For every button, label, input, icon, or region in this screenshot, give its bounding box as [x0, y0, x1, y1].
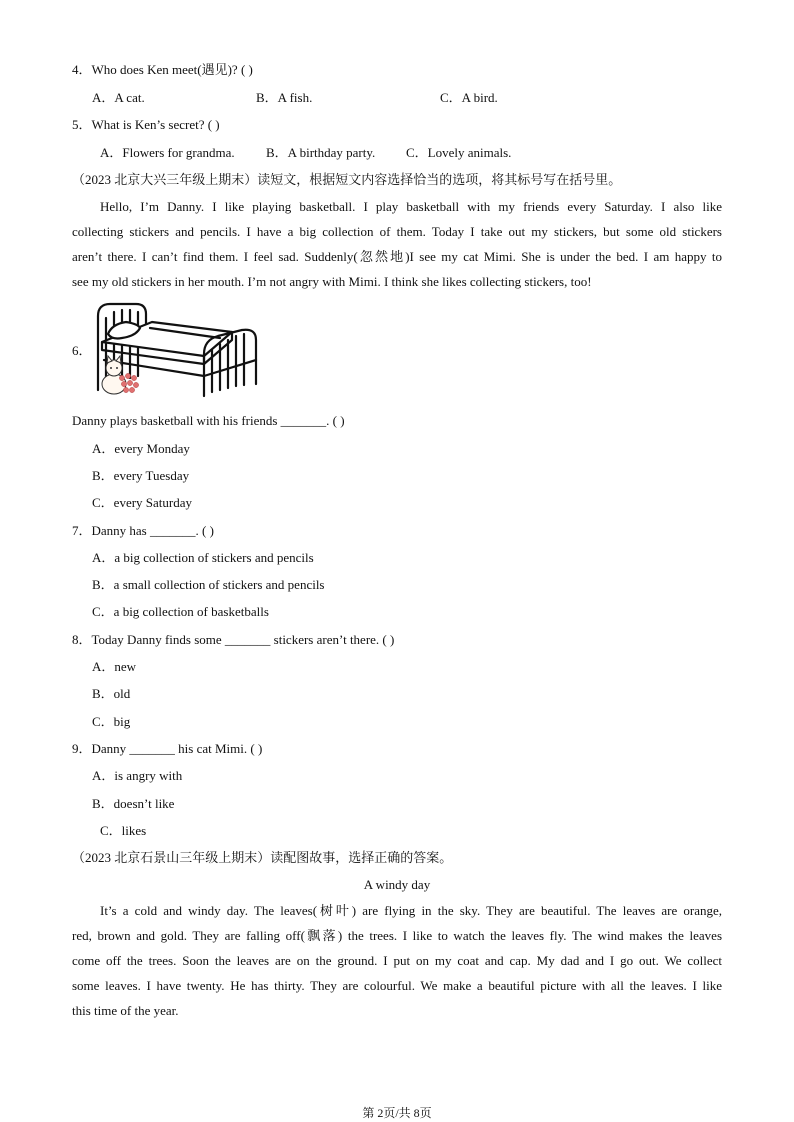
passage-line: come off the trees. Soon the leaves are on the ground. I put on my coat and cap. My dad and I go out. We collect	[72, 953, 722, 968]
question-4-option-c: C．A bird.	[440, 90, 498, 105]
question-7-option-c: C．a big collection of basketballs	[92, 604, 269, 619]
question-6-number: 6．	[72, 343, 92, 358]
question-9-option-c: C．likes	[100, 823, 147, 838]
question-8-option-c: C．big	[92, 714, 131, 729]
question-9-option-b: B．doesn’t like	[92, 796, 175, 811]
page-number: 第 2页/共 8页	[362, 1106, 432, 1120]
passage-line: see my old stickers in her mouth. I’m not angry with Mimi. I think she likes collecting stickers, too!	[72, 274, 592, 289]
story-title: A windy day	[363, 877, 431, 892]
passage-line: Hello, I’m Danny. I like playing basketball. I play basketball with my friends every Saturday. I also like	[100, 199, 722, 214]
bed-with-cat-icon	[92, 298, 262, 400]
question-8-option-a: A．new	[92, 659, 137, 674]
section-1-heading: （2023 北京大兴三年级上期末）读短文，根据短文内容选择恰当的选项，将其标号写在括号里。	[72, 172, 622, 187]
question-9-stem: 9．Danny _______ his cat Mimi. ( )	[72, 741, 263, 756]
question-4-option-a: A．A cat.	[92, 90, 145, 105]
passage-line: collecting stickers and pencils. I have a big collection of them. Today I take out my stickers, but some old stickers	[72, 224, 722, 239]
passage-line: aren’t there. I can’t find them. I feel sad. Suddenly(忽然地)I see my cat Mimi. She is under the bed. I am happy to	[72, 249, 722, 264]
question-7-stem: 7．Danny has _______. ( )	[72, 523, 214, 538]
question-8-option-b: B．old	[92, 686, 131, 701]
question-5-stem: 5．What is Ken’s secret? ( )	[72, 117, 220, 132]
question-6-option-b: B．every Tuesday	[92, 468, 190, 483]
section-1-passage	[72, 194, 722, 294]
question-8-stem: 8．Today Danny finds some _______ stickers aren’t there. ( )	[72, 632, 395, 647]
section-2-heading: （2023 北京石景山三年级上期末）读配图故事，选择正确的答案。	[72, 850, 453, 865]
passage-line: red, brown and gold. They are falling off(飘落) the trees. I like to watch the leaves fly. The wind makes the leaves	[72, 928, 722, 943]
question-6-stem: Danny plays basketball with his friends _______. ( )	[72, 413, 345, 428]
question-7-option-a: A．a big collection of stickers and pencils	[92, 550, 314, 565]
question-4-option-b: B．A fish.	[256, 90, 313, 105]
section-2-passage	[72, 898, 722, 1023]
question-6-option-c: C．every Saturday	[92, 495, 193, 510]
question-7-option-b: B．a small collection of stickers and pencils	[92, 577, 325, 592]
passage-line: It’s a cold and windy day. The leaves(树叶) are flying in the sky. They are beautiful. The leaves are orange,	[100, 903, 722, 918]
question-5-option-b: B．A birthday party.	[266, 145, 376, 160]
question-5-option-c: C．Lovely animals.	[406, 145, 512, 160]
question-9-option-a: A．is angry with	[92, 768, 183, 783]
passage-line: some leaves. I have twenty. He has thirty. They are colourful. We make a beautiful picture with all the leaves. I like	[72, 978, 722, 993]
question-4-stem: 4．Who does Ken meet(遇见)? ( )	[72, 62, 253, 77]
passage-line: this time of the year.	[72, 1003, 179, 1018]
question-6-option-a: A．every Monday	[92, 441, 190, 456]
question-5-option-a: A．Flowers for grandma.	[100, 145, 235, 160]
